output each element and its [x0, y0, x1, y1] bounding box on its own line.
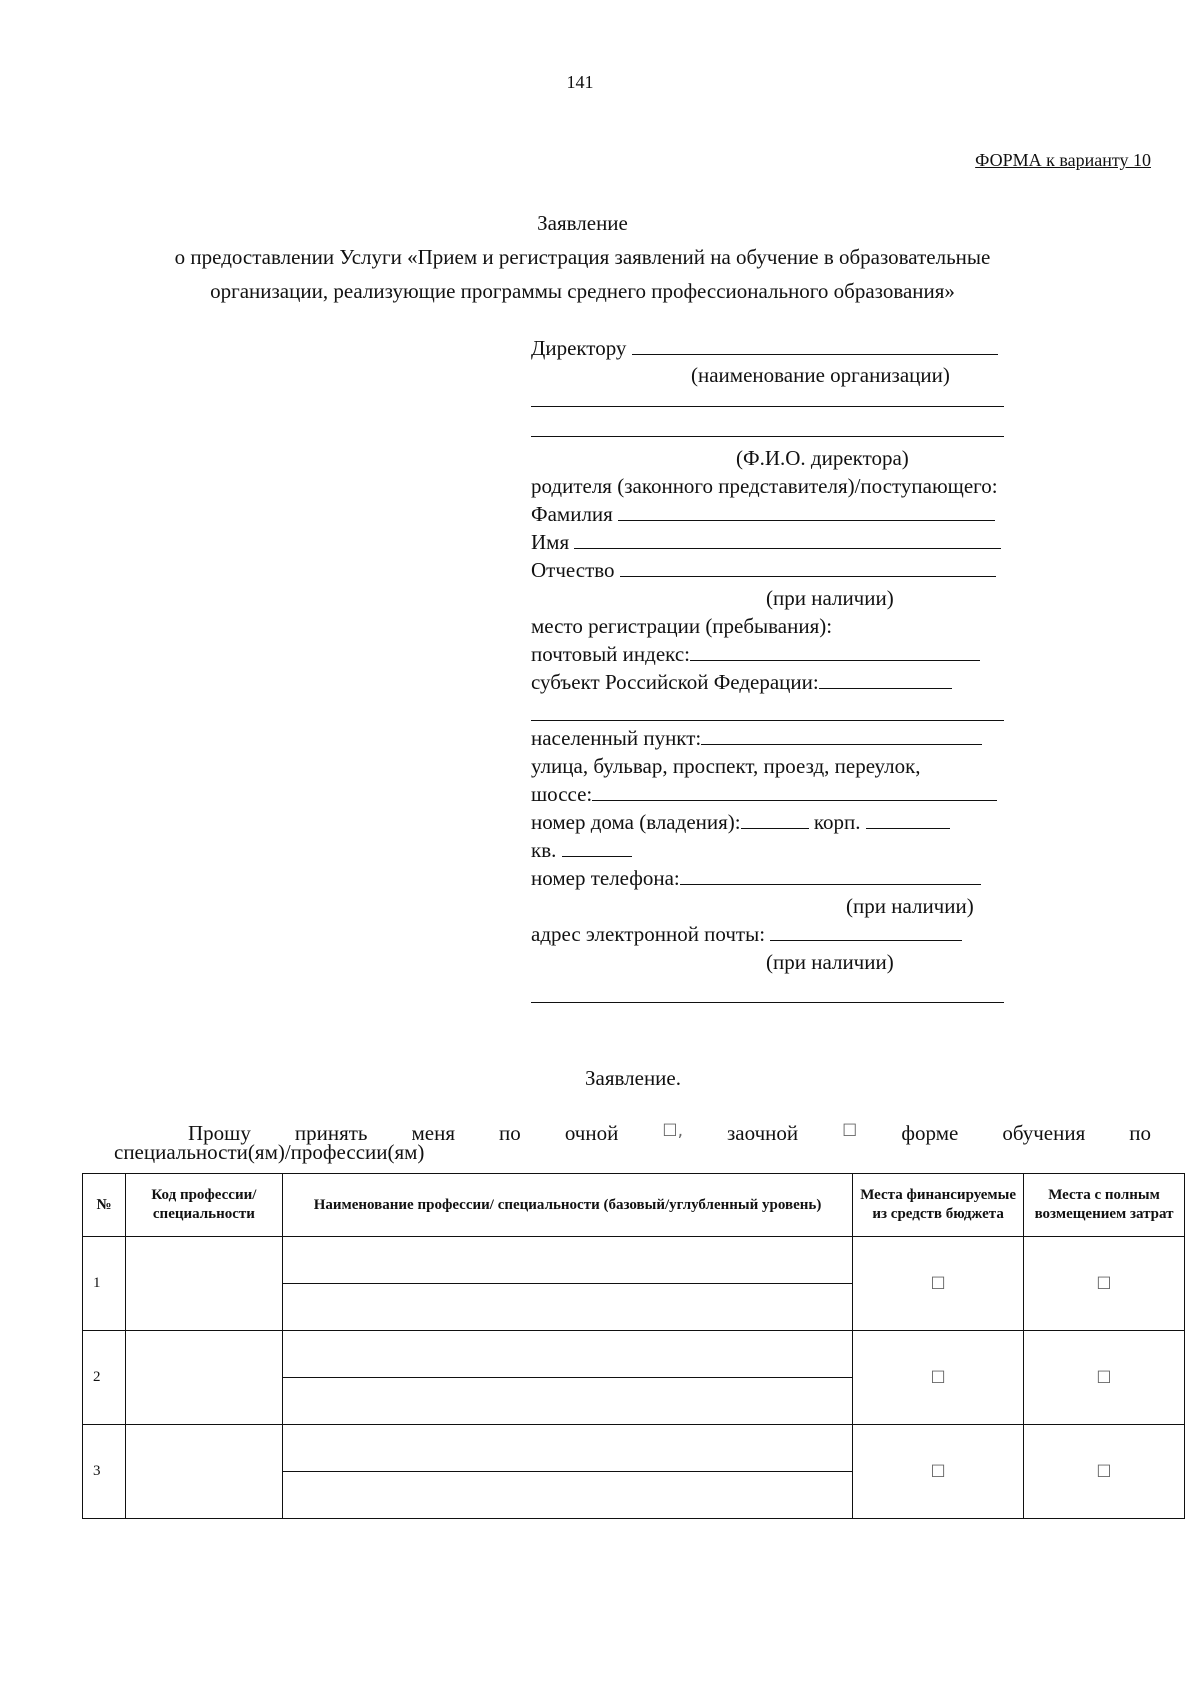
locality-field[interactable]	[701, 726, 982, 745]
title-line-3: организации, реализующие программы среднего профессионального образования»	[210, 279, 955, 303]
paid-checkbox[interactable]	[1024, 1331, 1185, 1425]
building-field[interactable]	[866, 810, 950, 829]
street-row	[531, 782, 997, 807]
house-label: номер дома (владения):	[531, 810, 741, 834]
org-hint: (наименование организации)	[691, 363, 950, 387]
locality-label: населенный пункт:	[531, 726, 702, 750]
form-reference: ФОРМА к варианту 10	[975, 150, 1151, 170]
header-budget: Места финансируемые из средств бюджета	[853, 1174, 1024, 1237]
subject-row	[531, 670, 952, 695]
name-cell-advanced[interactable]	[282, 1378, 852, 1425]
street-label-1: улица, бульвар, проспект, проезд, переулок,	[531, 754, 921, 778]
signature-line[interactable]	[531, 1002, 1004, 1003]
part-time-checkbox[interactable]: ☐	[842, 1121, 858, 1141]
registration-label: место регистрации (пребывания):	[531, 614, 833, 638]
if-any-hint-1: (при наличии)	[766, 586, 894, 610]
email-label: адрес электронной почты:	[531, 922, 766, 946]
checkbox-glyph: ☐	[930, 1367, 946, 1388]
apartment-field[interactable]	[562, 838, 632, 857]
page-number: 141	[566, 72, 594, 92]
house-field[interactable]	[741, 810, 809, 829]
if-any-hint-2: (при наличии)	[846, 894, 974, 918]
patronymic-row	[531, 558, 996, 583]
postcode-row	[531, 642, 980, 667]
street-field[interactable]	[592, 782, 997, 801]
patronymic-field[interactable]	[620, 558, 996, 577]
header-code: Код профессии/ специальности	[125, 1174, 282, 1237]
fio-hint: (Ф.И.О. директора)	[736, 446, 909, 470]
budget-checkbox[interactable]	[853, 1237, 1024, 1331]
request-word: обучения	[1002, 1121, 1086, 1145]
phone-label: номер телефона:	[531, 866, 680, 890]
name-cell-basic[interactable]	[282, 1425, 852, 1472]
table-row	[83, 1237, 1185, 1284]
subject-field[interactable]	[819, 670, 952, 689]
statement-title: Заявление.	[585, 1066, 681, 1090]
building-label: корп.	[813, 810, 861, 834]
name-label: Имя	[531, 530, 570, 554]
code-cell[interactable]	[125, 1425, 282, 1519]
title-line-2: о предоставлении Услуги «Прием и регистрация заявлений на обучение в образовательные	[174, 245, 991, 269]
email-field[interactable]	[770, 922, 962, 941]
patronymic-label: Отчество	[531, 558, 615, 582]
director-fio-field-2[interactable]	[531, 436, 1004, 437]
apartment-label: кв.	[531, 838, 557, 862]
request-word: меня	[411, 1121, 456, 1145]
full-time-checkbox[interactable]: ☐,	[662, 1121, 683, 1141]
request-word: заочной	[727, 1121, 799, 1145]
table-row	[83, 1331, 1185, 1378]
document-title	[0, 206, 1165, 308]
phone-field[interactable]	[680, 866, 981, 885]
header-num: №	[83, 1174, 126, 1237]
postcode-field[interactable]	[690, 642, 980, 661]
email-row	[531, 922, 962, 947]
surname-label: Фамилия	[531, 502, 613, 526]
request-word: очной	[564, 1121, 619, 1145]
checkbox-glyph: ☐	[930, 1273, 946, 1294]
house-row	[531, 810, 950, 835]
table-header-row	[83, 1174, 1185, 1237]
apartment-row	[531, 838, 632, 863]
request-text	[114, 1121, 1151, 1165]
request-word: по	[499, 1121, 521, 1145]
request-word: Прошу	[188, 1121, 251, 1145]
phone-row	[531, 866, 981, 891]
header-paid: Места с полным возмещением затрат	[1024, 1174, 1185, 1237]
specialty-table	[82, 1173, 1185, 1519]
code-cell[interactable]	[125, 1237, 282, 1331]
if-any-hint-3: (при наличии)	[766, 950, 894, 974]
street-label-2: шоссе:	[531, 782, 593, 806]
paid-checkbox[interactable]	[1024, 1237, 1185, 1331]
director-fio-field-1[interactable]	[531, 406, 1004, 407]
checkbox-glyph: ☐	[1096, 1273, 1112, 1294]
parent-label: родителя (законного представителя)/поступающего:	[531, 474, 998, 498]
code-cell[interactable]	[125, 1331, 282, 1425]
title-line-1: Заявление	[537, 211, 628, 235]
request-word: принять	[294, 1121, 368, 1145]
name-field[interactable]	[574, 530, 1001, 549]
subject-label: субъект Российской Федерации:	[531, 670, 819, 694]
locality-row	[531, 726, 982, 751]
name-cell-basic[interactable]	[282, 1237, 852, 1284]
name-row	[531, 530, 1001, 555]
checkbox-glyph: ☐	[930, 1461, 946, 1482]
request-word: по	[1129, 1121, 1151, 1145]
subject-field-2[interactable]	[531, 720, 1004, 721]
paid-checkbox[interactable]	[1024, 1425, 1185, 1519]
director-row	[531, 336, 998, 361]
header-name: Наименование профессии/ специальности (базовый/углубленный уровень)	[282, 1174, 852, 1237]
budget-checkbox[interactable]	[853, 1331, 1024, 1425]
surname-row	[531, 502, 995, 527]
request-word: форме	[901, 1121, 959, 1145]
checkbox-glyph: ☐	[1096, 1461, 1112, 1482]
postcode-label: почтовый индекс:	[531, 642, 690, 666]
row-number: 3	[83, 1425, 126, 1519]
name-cell-basic[interactable]	[282, 1331, 852, 1378]
surname-field[interactable]	[618, 502, 995, 521]
request-line-2: специальности(ям)/профессии(ям)	[114, 1140, 425, 1164]
checkbox-glyph: ☐	[1096, 1367, 1112, 1388]
table-row	[83, 1425, 1185, 1472]
director-label: Директору	[531, 336, 627, 360]
name-cell-advanced[interactable]	[282, 1472, 852, 1519]
name-cell-advanced[interactable]	[282, 1284, 852, 1331]
director-org-field[interactable]	[632, 336, 998, 355]
row-number: 1	[83, 1237, 126, 1331]
budget-checkbox[interactable]	[853, 1425, 1024, 1519]
row-number: 2	[83, 1331, 126, 1425]
